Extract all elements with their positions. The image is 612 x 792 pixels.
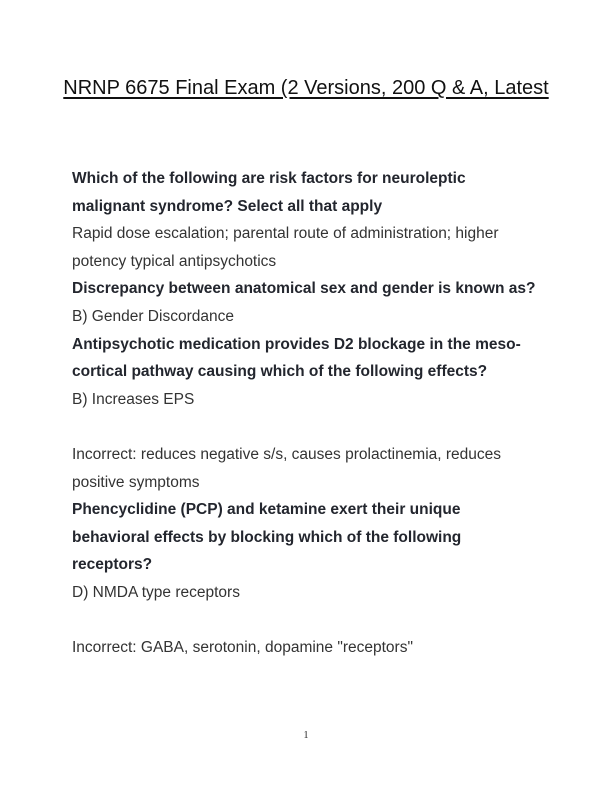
incorrect-note-3: Incorrect: reduces negative s/s, causes prolactinemia, reduces positive symptoms — [72, 445, 502, 491]
question-1: Which of the following are risk factors for neuroleptic malignant syndrome? Select all that apply — [72, 170, 466, 215]
page-number: 1 — [303, 730, 309, 741]
answer-4: D) NMDA type receptors — [72, 583, 240, 601]
document-body — [72, 165, 542, 662]
question-3: Antipsychotic medication provides D2 blockage in the meso-cortical pathway causing which of the following effects? — [72, 335, 521, 381]
question-2: Discrepancy between anatomical sex and gender is known as? — [72, 280, 536, 298]
answer-3: B) Increases EPS — [72, 390, 195, 408]
document-title: NRNP 6675 Final Exam (2 Versions, 200 Q & A, Latest — [63, 77, 549, 99]
answer-1: Rapid dose escalation; parental route of administration; higher potency typical antipsychotics — [72, 225, 499, 270]
spacer — [72, 607, 542, 635]
question-4: Phencyclidine (PCP) and ketamine exert their unique behavioral effects by blocking which of the following receptors? — [72, 501, 462, 574]
incorrect-note-4: Incorrect: GABA, serotonin, dopamine "receptors" — [72, 639, 413, 657]
answer-2: B) Gender Discordance — [72, 307, 234, 325]
spacer — [72, 413, 542, 441]
